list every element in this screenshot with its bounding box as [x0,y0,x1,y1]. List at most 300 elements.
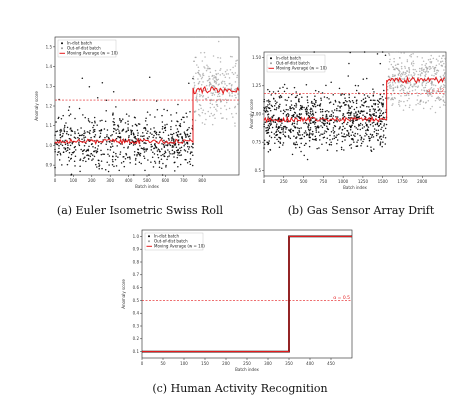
out-dist-point [196,95,198,97]
out-dist-point [436,72,438,74]
in-dist-point [379,137,381,139]
out-dist-point [399,73,401,75]
in-dist-point [309,137,311,139]
in-dist-point [108,164,110,166]
out-dist-point [389,61,391,63]
in-dist-point [297,127,299,129]
out-dist-point [423,89,425,91]
in-dist-point [163,144,165,146]
out-dist-point [391,51,393,53]
out-dist-point [419,70,421,72]
out-dist-point [425,64,427,66]
in-dist-point [178,152,180,154]
out-dist-point [428,95,430,97]
y-tick-label: 1.0 [45,142,52,148]
in-dist-point [165,130,167,132]
in-dist-point [153,127,155,129]
in-dist-point [177,128,179,130]
in-dist-point [171,137,173,139]
in-dist-point [278,141,280,143]
y-tick-label: 0.4 [132,310,139,316]
out-dist-point [213,55,215,57]
in-dist-point [296,141,298,143]
in-dist-point [121,120,123,122]
in-dist-point [188,148,190,150]
out-dist-point [409,72,411,74]
in-dist-point [286,109,288,111]
in-dist-point [88,146,90,148]
out-dist-point [436,65,438,67]
out-dist-point [413,85,415,87]
in-dist-point [164,124,166,126]
out-dist-point [202,73,204,75]
in-dist-point [269,127,271,129]
x-tick-label: 2000 [417,179,428,184]
in-dist-point [179,147,181,149]
in-dist-point [279,87,281,89]
in-dist-point [307,126,309,128]
in-dist-point [362,141,364,143]
in-dist-point [113,166,115,168]
in-dist-point [383,117,385,119]
out-dist-point [441,85,443,87]
in-dist-point [168,139,170,141]
in-dist-point [302,107,304,109]
out-dist-point [234,122,236,124]
in-dist-point [54,149,56,151]
out-dist-point [388,97,390,99]
in-dist-point [81,138,83,140]
in-dist-point [97,97,99,99]
in-dist-point [329,123,331,125]
in-dist-point [380,94,382,96]
in-dist-point [288,136,290,138]
in-dist-point [135,159,137,161]
in-dist-point [376,133,378,135]
in-dist-point [176,132,178,134]
in-dist-point [269,103,271,105]
in-dist-point [341,149,343,151]
out-dist-point [198,114,200,116]
in-dist-point [85,136,87,138]
in-dist-point [378,117,380,119]
in-dist-point [333,122,335,124]
in-dist-point [192,147,194,149]
in-dist-point [263,109,265,111]
in-dist-point [338,101,340,103]
out-dist-point [407,61,409,63]
out-dist-point [237,103,239,105]
in-dist-point [93,151,95,153]
in-dist-point [338,110,340,112]
out-dist-point [393,61,395,63]
out-dist-point [220,108,222,110]
in-dist-point [276,123,278,125]
out-dist-point [411,63,413,65]
in-dist-point [67,164,69,166]
in-dist-point [136,125,138,127]
in-dist-point [122,156,124,158]
in-dist-point [176,134,178,136]
in-dist-point [343,102,345,104]
out-dist-point [417,103,419,105]
in-dist-point [127,129,129,131]
y-tick-label: 0.5 [132,297,139,303]
in-dist-point [309,109,311,111]
out-dist-point [442,61,444,63]
in-dist-point [284,91,286,93]
legend-label: Moving Average (w = 10) [154,243,205,249]
out-dist-point [438,63,440,65]
in-dist-point [125,139,127,141]
in-dist-point [353,102,355,104]
in-dist-point [80,149,82,151]
out-dist-point [426,82,428,84]
in-dist-point [77,137,79,139]
x-tick-label: 450 [327,361,335,366]
out-dist-point [423,87,425,89]
in-dist-point [272,117,274,119]
in-dist-point [93,125,95,127]
in-dist-point [186,142,188,144]
in-dist-point [140,163,142,165]
x-tick-label: 250 [243,361,251,366]
out-dist-point [408,94,410,96]
in-dist-point [354,136,356,138]
in-dist-point [309,122,311,124]
in-dist-point [283,129,285,131]
in-dist-point [293,143,295,145]
legend-marker-in [148,235,150,237]
in-dist-point [91,122,93,124]
in-dist-point [274,133,276,135]
out-dist-point [440,61,442,63]
in-dist-point [382,51,384,53]
in-dist-point [347,134,349,136]
in-dist-point [326,126,328,128]
in-dist-point [318,131,320,133]
out-dist-point [429,69,431,71]
out-dist-point [443,63,445,65]
in-dist-point [191,151,193,153]
out-dist-point [212,124,214,126]
chart-c-svg [120,226,368,376]
in-dist-point [122,118,124,120]
in-dist-point [385,55,387,57]
in-dist-point [64,126,66,128]
in-dist-point [382,96,384,98]
in-dist-point [362,127,364,129]
in-dist-point [369,109,371,111]
out-dist-point [412,86,414,88]
x-tick-label: 600 [161,178,170,183]
out-dist-point [430,67,432,69]
in-dist-point [269,135,271,137]
out-dist-point [430,55,432,57]
in-dist-point [345,100,347,102]
out-dist-point [417,99,419,101]
x-tick-label: 0 [140,361,144,366]
in-dist-point [381,146,383,148]
in-dist-point [346,130,348,132]
y-tick-label: 1.5 [45,44,52,50]
in-dist-point [335,100,337,102]
in-dist-point [330,116,332,118]
x-tick-label: 400 [124,178,133,183]
out-dist-point [404,66,406,68]
in-dist-point [263,126,265,128]
in-dist-point [265,130,267,132]
in-dist-point [169,151,171,153]
in-dist-point [153,166,155,168]
in-dist-point [298,100,300,102]
in-dist-point [375,112,377,114]
out-dist-point [198,109,200,111]
in-dist-point [155,132,157,134]
in-dist-point [263,147,265,149]
out-dist-point [210,83,212,85]
in-dist-point [333,132,335,134]
in-dist-point [152,151,154,153]
in-dist-point [147,111,149,113]
out-dist-point [218,93,220,95]
in-dist-point [131,131,133,133]
in-dist-point [353,134,355,136]
out-dist-point [200,95,202,97]
in-dist-point [346,123,348,125]
out-dist-point [194,86,196,88]
out-dist-point [209,116,211,118]
in-dist-point [314,95,316,97]
out-dist-point [199,96,201,98]
in-dist-point [95,147,97,149]
in-dist-point [117,128,119,130]
in-dist-point [170,129,172,131]
out-dist-point [214,117,216,119]
out-dist-point [430,58,432,60]
in-dist-point [268,143,270,145]
in-dist-point [296,104,298,106]
in-dist-point [313,121,315,123]
in-dist-point [344,97,346,99]
out-dist-point [204,56,206,58]
in-dist-point [162,128,164,130]
out-dist-point [391,64,393,66]
in-dist-point [88,118,90,120]
in-dist-point [62,115,64,117]
in-dist-point [321,122,323,124]
out-dist-point [444,58,446,60]
x-tick-label: 350 [285,361,293,366]
legend-label: Out-of-dist batch [276,60,310,66]
out-dist-point [425,72,427,74]
in-dist-point [380,128,382,130]
in-dist-point [298,130,300,132]
in-dist-point [173,144,175,146]
in-dist-point [271,94,273,96]
in-dist-point [329,139,331,141]
in-dist-point [288,115,290,117]
in-dist-point [139,155,141,157]
in-dist-point [351,106,353,108]
in-dist-point [186,116,188,118]
in-dist-point [154,161,156,163]
in-dist-point [296,136,298,138]
in-dist-point [310,133,312,135]
in-dist-point [295,106,297,108]
in-dist-point [115,129,117,131]
y-tick-label: 1.4 [45,63,52,69]
in-dist-point [308,115,310,117]
in-dist-point [349,136,351,138]
in-dist-point [105,110,107,112]
out-dist-point [200,52,202,54]
in-dist-point [369,114,371,116]
out-dist-point [395,82,397,84]
in-dist-point [143,149,145,151]
in-dist-point [67,147,69,149]
in-dist-point [156,100,158,102]
out-dist-point [217,105,219,107]
in-dist-point [277,129,279,131]
in-dist-point [74,131,76,133]
in-dist-point [83,150,85,152]
in-dist-point [342,129,344,131]
in-dist-point [138,152,140,154]
in-dist-point [292,130,294,132]
in-dist-point [363,138,365,140]
out-dist-point [413,75,415,77]
in-dist-point [189,161,191,163]
in-dist-point [78,142,80,144]
out-dist-point [218,41,220,43]
in-dist-point [369,110,371,112]
in-dist-point [285,99,287,101]
in-dist-point [89,86,91,88]
in-dist-point [98,145,100,147]
out-dist-point [389,54,391,56]
in-dist-point [349,100,351,102]
out-dist-point [231,113,233,115]
in-dist-point [283,109,285,111]
in-dist-point [100,132,102,134]
out-dist-point [213,77,215,79]
in-dist-point [281,122,283,124]
out-dist-point [197,78,199,80]
out-dist-point [410,85,412,87]
in-dist-point [264,144,266,146]
in-dist-point [330,81,332,83]
in-dist-point [278,130,280,132]
in-dist-point [378,125,380,127]
in-dist-point [366,134,368,136]
in-dist-point [69,128,71,130]
y-tick-label: 0.2 [132,336,139,342]
in-dist-point [313,114,315,116]
out-dist-point [394,68,396,70]
legend-marker-in [61,42,63,44]
in-dist-point [354,126,356,128]
out-dist-point [409,82,411,84]
in-dist-point [154,116,156,118]
in-dist-point [146,132,148,134]
out-dist-point [223,86,225,88]
in-dist-point [383,125,385,127]
out-dist-point [207,111,209,113]
in-dist-point [129,156,131,158]
out-dist-point [393,89,395,91]
in-dist-point [376,135,378,137]
out-dist-point [202,122,204,124]
in-dist-point [333,104,335,106]
x-tick-label: 200 [87,178,96,183]
in-dist-point [149,76,151,78]
in-dist-point [174,152,176,154]
in-dist-point [185,113,187,115]
in-dist-point [364,116,366,118]
out-dist-point [224,105,226,107]
in-dist-point [147,131,149,133]
out-dist-point [421,73,423,75]
in-dist-point [310,107,312,109]
in-dist-point [360,139,362,141]
in-dist-point [55,131,57,133]
out-dist-point [405,105,407,107]
in-dist-point [60,153,62,155]
in-dist-point [170,114,172,116]
in-dist-point [168,135,170,137]
out-dist-point [231,92,233,94]
out-dist-point [207,88,209,90]
out-dist-point [205,119,207,121]
in-dist-point [368,138,370,140]
in-dist-point [129,162,131,164]
in-dist-point [371,150,373,152]
out-dist-point [225,99,227,101]
in-dist-point [291,124,293,126]
out-dist-point [222,73,224,75]
out-dist-point [399,71,401,73]
in-dist-point [344,133,346,135]
out-dist-point [237,93,239,95]
out-dist-point [202,81,204,83]
in-dist-point [366,124,368,126]
out-dist-point [232,116,234,118]
out-dist-point [400,95,402,97]
in-dist-point [113,118,115,120]
in-dist-point [68,110,70,112]
out-dist-point [231,56,233,58]
out-dist-point [398,101,400,103]
in-dist-point [166,159,168,161]
in-dist-point [320,133,322,135]
in-dist-point [374,131,376,133]
in-dist-point [380,141,382,143]
out-dist-point [217,57,219,59]
in-dist-point [368,121,370,123]
in-dist-point [124,166,126,168]
in-dist-point [68,157,70,159]
in-dist-point [372,114,374,116]
out-dist-point [421,89,423,91]
in-dist-point [377,53,379,55]
in-dist-point [271,131,273,133]
in-dist-point [351,147,353,149]
in-dist-point [350,129,352,131]
out-dist-point [404,72,406,74]
in-dist-point [106,162,108,164]
in-dist-point [162,126,164,128]
